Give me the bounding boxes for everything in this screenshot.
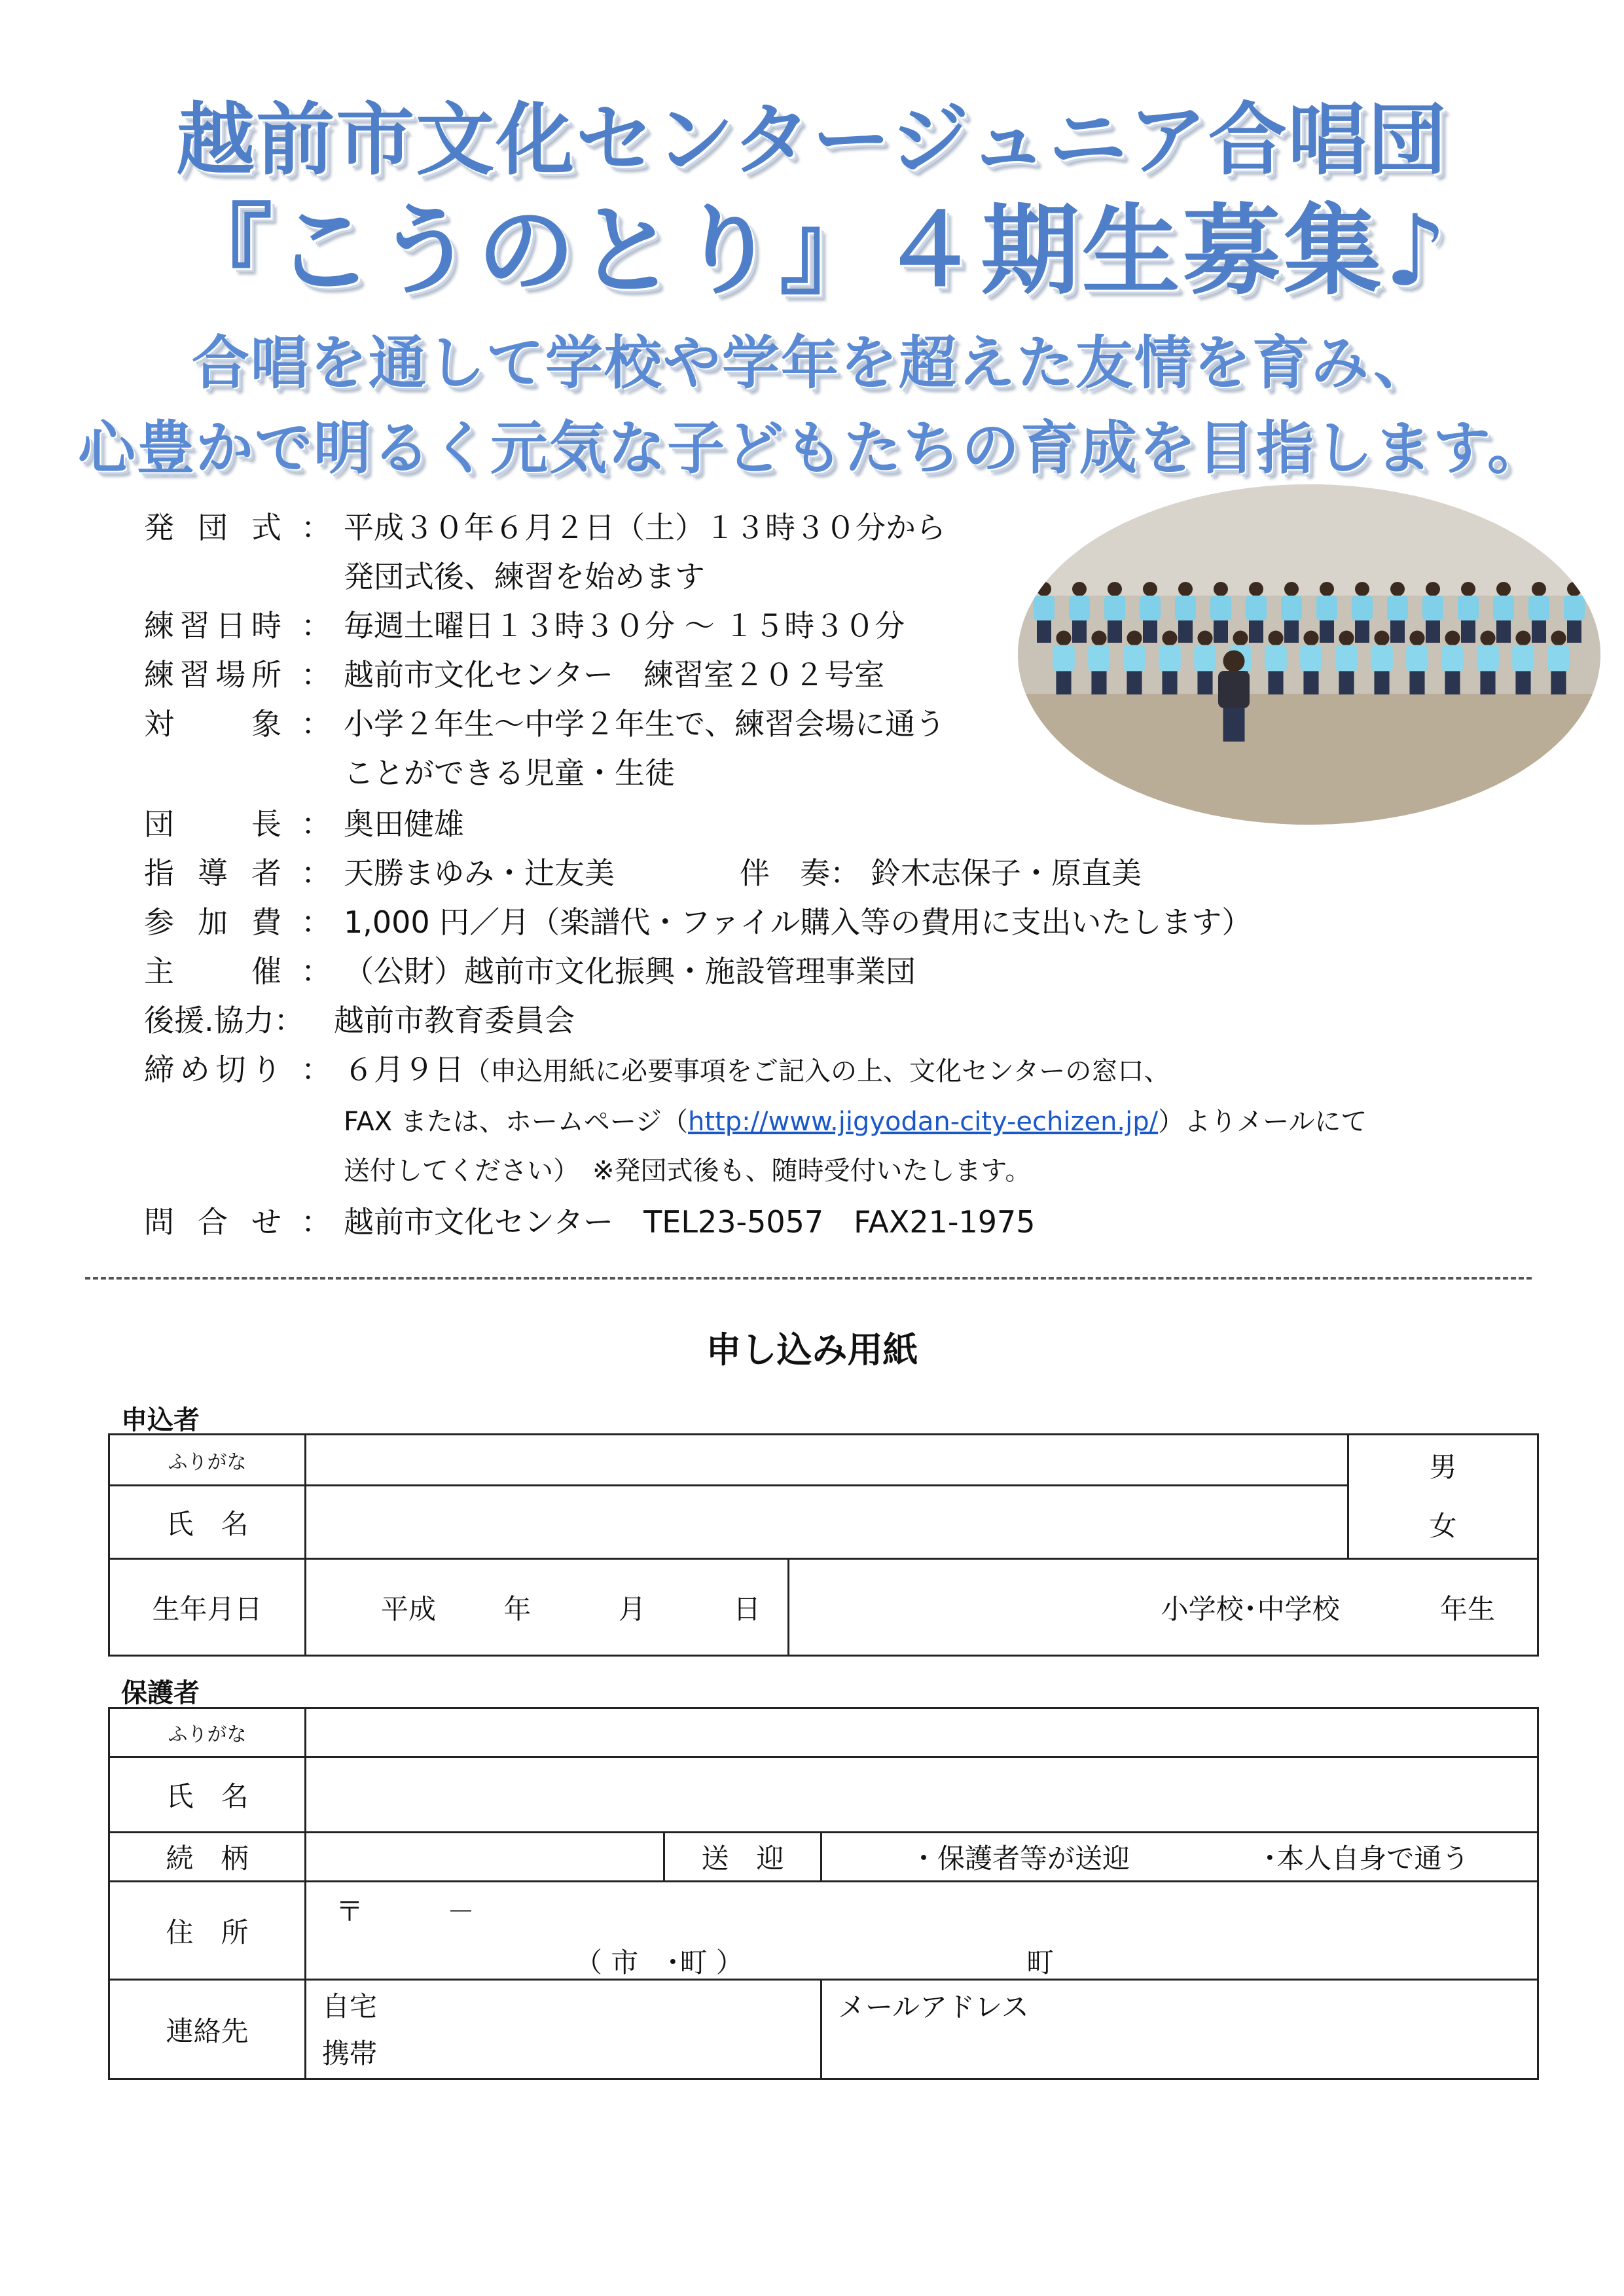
pickup-label: 送 迎 [664,1833,821,1882]
applicant-section-label: 申込者 [121,1405,200,1435]
deadline-label: 締め切り [144,1052,281,1087]
colon: ： [301,1204,331,1240]
school-type: 小学校･中学校 [1161,1592,1340,1625]
colon: ： [301,806,331,842]
applicant-furigana-label: ふりがな [109,1435,306,1486]
target-value: 小学２年生～中学２年生で、練習会場に通う [344,706,946,742]
address-field[interactable] [306,1882,1538,1980]
cut-line [85,1277,1532,1280]
guardian-section-label: 保護者 [121,1678,200,1708]
instructor-value: 天勝まゆみ・辻友美 [344,855,615,891]
home-phone-label: 自宅 [322,1990,378,2022]
organizer-label: 主催 [144,954,281,989]
deadline-value [344,1049,1170,1092]
birth-day: 日 [733,1592,761,1625]
pickup-option-self[interactable]: ･本人自身で通う [1263,1842,1470,1874]
gender-cell[interactable] [1348,1435,1538,1559]
colon: ： [301,608,331,643]
address-label: 住 所 [109,1882,306,1980]
guardian-furigana-field[interactable] [306,1708,1538,1757]
birth-year: 年 [503,1592,532,1625]
email-field[interactable] [821,1980,1538,2079]
colon: ： [301,905,331,940]
gender-female[interactable]: 女 [1429,1509,1457,1542]
colon: ： [301,510,331,545]
organizer-value: （公財）越前市文化振興・施設管理事業団 [344,954,916,989]
subtitle-line-2: 心豊かで明るく元気な子どもたちの育成を目指します。 [78,414,1546,482]
school-grade: 年生 [1440,1592,1496,1625]
colon: ： [301,855,331,891]
deadline-note: （申込用紙に必要事項をご記入の上、文化センターの窓口、 [464,1056,1170,1086]
contact-label-cell: 連絡先 [109,1980,306,2079]
practice-place-value: 越前市文化センター 練習室２０２号室 [344,657,885,692]
pickup-options[interactable] [821,1833,1538,1882]
homepage-link[interactable]: http://www.jigyodan-city-echizen.jp/ [688,1107,1159,1137]
relation-label: 続 柄 [109,1833,306,1882]
practice-place-label: 練習場所 [144,657,281,692]
guardian-name-label: 氏 名 [109,1757,306,1833]
support-value: 越前市教育委員会 [334,1003,575,1038]
choir-photo [1018,484,1600,825]
title-line-2: 『こうのとり』４期生募集♪ [174,194,1450,308]
email-label: メールアドレス [838,1991,1029,2023]
subtitle-line-1: 合唱を通して学校や学年を超えた友情を育み、 [191,329,1433,397]
phone-field[interactable] [306,1980,821,2079]
guardian-table [108,1707,1539,2080]
target-value-2: ことができる児童・生徒 [344,755,675,791]
gender-male[interactable]: 男 [1429,1450,1457,1483]
applicant-name-field[interactable] [306,1486,1348,1559]
applicant-table [108,1433,1539,1657]
contact-label: 問合せ [144,1204,281,1240]
leader-value: 奥田健雄 [344,806,464,842]
postal-dash: － [447,1895,475,1928]
support-label: 後援.協力： [144,1003,304,1038]
fee-value: 1,000 円／月（楽譜代・ファイル購入等の費用に支出いたします） [344,905,1252,940]
contact-value: 越前市文化センター TEL23-5057 FAX21-1975 [344,1204,1036,1240]
applicant-name-label: 氏 名 [109,1486,306,1559]
birth-era: 平成 [381,1592,437,1625]
title-line-1: 越前市文化センタージュニア合唱団 [176,95,1448,186]
pickup-option-guardian[interactable]: ・保護者等が送迎 [910,1842,1130,1874]
school-grade-field[interactable] [789,1559,1538,1656]
target-label: 対象 [144,706,281,742]
leader-label: 団長 [144,806,281,842]
postal-mark: 〒 [336,1895,364,1928]
fee-label: 参加費 [144,905,281,940]
choir-photo-illustration [1018,484,1600,825]
colon: ： [301,1052,331,1087]
relation-field[interactable] [306,1833,664,1882]
town-label: 町 [1026,1946,1055,1979]
deadline-mail-text: ）よりメールにて [1158,1107,1367,1137]
guardian-name-field[interactable] [306,1757,1538,1833]
birth-date-field[interactable] [306,1559,789,1656]
instructor-label: 指導者 [144,855,281,891]
practice-time-value: 毎週土曜日１３時３０分 ～ １５時３０分 [344,608,905,643]
practice-time-label: 練習日時 [144,608,281,643]
city-town-label: （ 市 ･町 ） [575,1946,744,1979]
ceremony-value-2: 発団式後、練習を始めます [344,559,705,594]
colon: ： [301,657,331,692]
deadline-fax-text: FAX または、ホームページ（ [344,1107,689,1137]
deadline-date: ６月９日 [344,1052,464,1087]
guardian-furigana-label: ふりがな [109,1708,306,1757]
birth-month: 月 [618,1592,646,1625]
accompanist-label: 伴 奏： [740,855,860,891]
mobile-phone-label: 携帯 [322,2037,378,2070]
ceremony-value: 平成３０年６月２日（土）１３時３０分から [344,510,946,545]
birth-date-label: 生年月日 [109,1559,306,1656]
deadline-send-text: 送付してください） ※発団式後も、随時受付いたします。 [344,1156,1032,1186]
colon: ： [301,706,331,742]
form-title: 申し込み用紙 [706,1329,918,1371]
colon: ： [301,954,331,989]
accompanist-value: 鈴木志保子・原直美 [871,855,1142,891]
ceremony-label: 発団式 [144,510,281,545]
applicant-furigana-field[interactable] [306,1435,1348,1486]
